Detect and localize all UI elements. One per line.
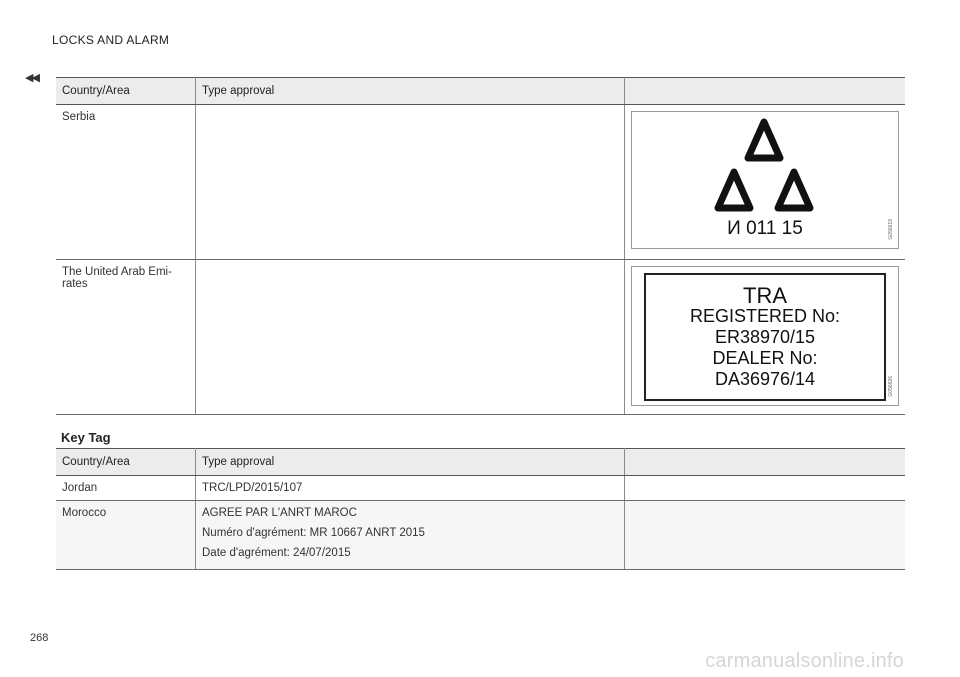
page-number: 268 — [30, 632, 49, 644]
three-triangles-mark-icon — [632, 112, 898, 212]
image-code: G056619 — [888, 219, 894, 240]
table-row — [56, 476, 905, 501]
country-cell: Serbia — [56, 105, 196, 260]
image-code: G056626 — [888, 376, 894, 397]
tra-label-box — [644, 273, 886, 401]
column-header-image — [625, 449, 906, 476]
approval-cell — [196, 260, 625, 415]
page-header: LOCKS AND ALARM — [52, 33, 170, 47]
column-header-country: Country/Area — [56, 78, 196, 105]
table-row — [56, 501, 905, 570]
country-cell: Morocco — [56, 501, 196, 570]
watermark: carmanualsonline.info — [705, 650, 904, 672]
tra-line: DA36976/14 — [714, 368, 816, 389]
uae-approval-image — [631, 266, 899, 406]
approval-line: AGREE PAR L'ANRT MAROC — [202, 507, 357, 519]
tra-line: ER38970/15 — [714, 326, 816, 347]
tra-line: TRA — [743, 282, 787, 308]
type-approval-table — [56, 77, 905, 415]
country-cell: Jordan — [56, 476, 196, 501]
key-tag-approval-table — [56, 448, 905, 570]
approval-cell — [196, 105, 625, 260]
section-title: Key Tag — [61, 430, 111, 445]
table-row — [56, 260, 905, 415]
approval-line: Numéro d'agrément: MR 10667 ANRT 2015 — [202, 527, 425, 539]
column-header-type-approval: Type approval — [196, 78, 625, 105]
previous-page-arrows-icon[interactable]: ◀◀ — [25, 72, 38, 84]
tra-line: REGISTERED No: — [689, 305, 841, 326]
serbia-approval-number: И 011 15 — [727, 218, 803, 239]
column-header-type-approval: Type approval — [196, 449, 625, 476]
serbia-approval-image — [631, 111, 899, 249]
approval-cell — [196, 501, 625, 570]
tra-line: DEALER No: — [712, 347, 818, 368]
approval-cell — [196, 476, 625, 501]
approval-line: Date d'agrément: 24/07/2015 — [202, 547, 351, 559]
country-cell: The United Arab Emi-rates — [56, 260, 196, 415]
column-header-country: Country/Area — [56, 449, 196, 476]
approval-line: TRC/LPD/2015/107 — [202, 482, 303, 494]
column-header-image — [625, 78, 906, 105]
table-row — [56, 105, 905, 260]
